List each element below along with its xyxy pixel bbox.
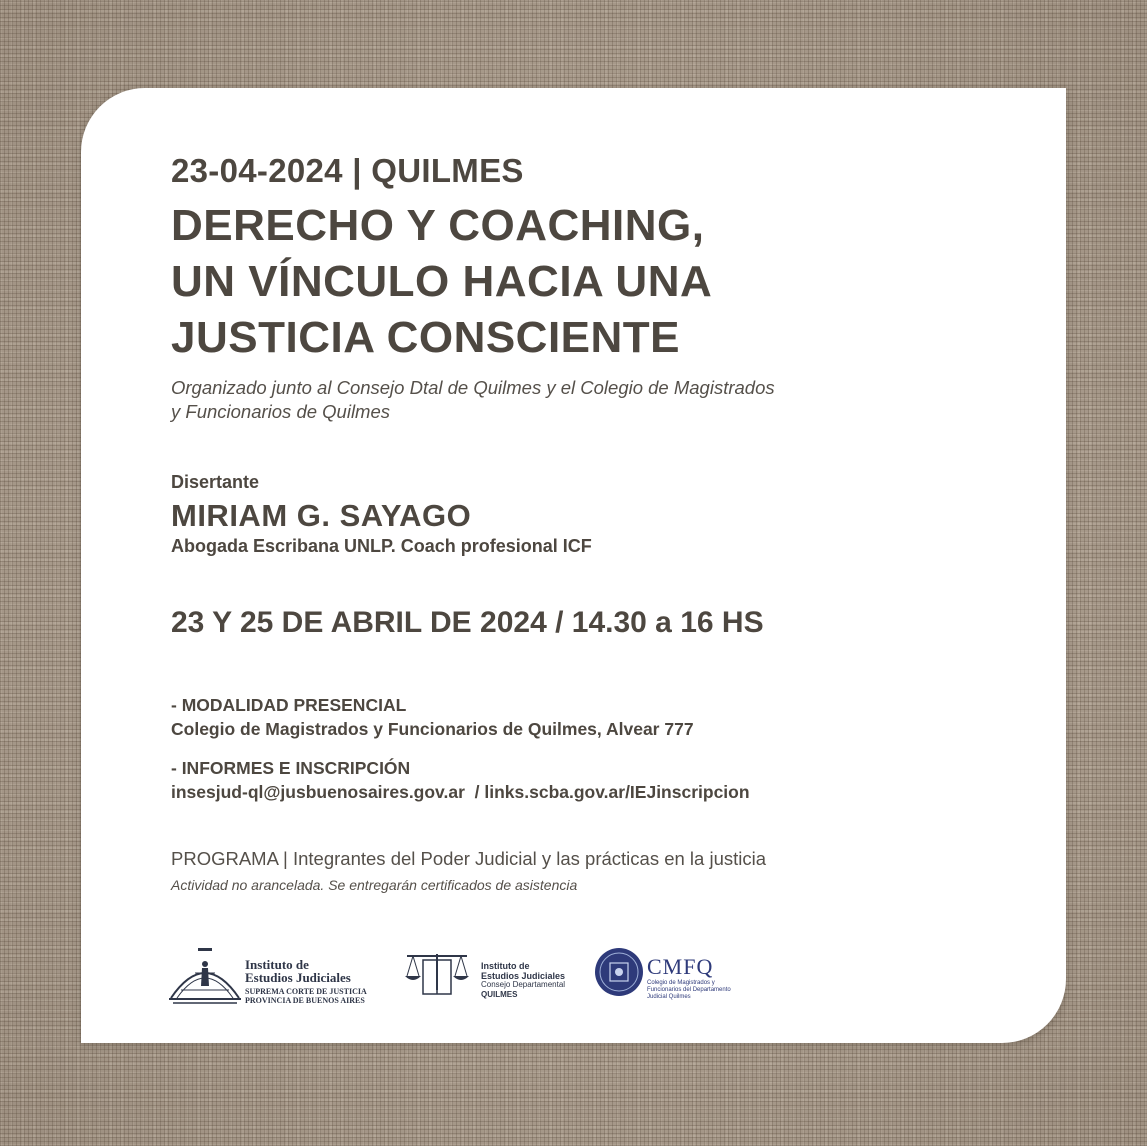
iej-quilmes-logo <box>401 946 581 1016</box>
event-title-line: JUSTICIA CONSCIENTE <box>171 313 681 362</box>
cmfq-logo-line: Judicial Quilmes <box>647 994 691 1000</box>
event-schedule: 23 Y 25 DE ABRIL DE 2024 / 14.30 a 16 HS <box>171 606 764 639</box>
speaker-label: Disertante <box>171 472 260 492</box>
scales-of-justice-icon <box>401 946 473 1006</box>
iej-quilmes-logo-line: Instituto de <box>481 961 530 971</box>
organizers-line: y Funcionarios de Quilmes <box>171 401 391 422</box>
iej-quilmes-logo-line: Estudios Judiciales <box>481 971 566 981</box>
sponsor-logos <box>171 946 971 1016</box>
info-email-link[interactable]: insesjud-ql@jusbuenosaires.gov.ar <box>171 782 465 802</box>
cmfq-logo-line: Funcionarios del Departamento <box>647 987 731 993</box>
speaker-name: MIRIAM G. SAYAGO <box>171 498 472 533</box>
event-dateline: 23-04-2024 | QUILMES <box>171 152 524 189</box>
flyer-card <box>81 88 1066 1043</box>
organizers-line: Organizado junto al Consejo Dtal de Quilmes y el Colegio de Magistrados <box>171 377 775 398</box>
organizers-note <box>171 376 951 424</box>
iej-logo-sub <box>245 987 367 1005</box>
cmfq-acronym: CMFQ <box>647 954 714 979</box>
iej-logo <box>167 946 367 1016</box>
info-contacts <box>171 782 750 803</box>
info-registration-link[interactable]: links.scba.gov.ar/IEJinscripcion <box>484 782 750 802</box>
iej-logo-line: Instituto de <box>245 957 309 972</box>
info-separator: / <box>464 782 485 802</box>
event-title-line: UN VÍNCULO HACIA UNA <box>171 257 713 306</box>
iej-quilmes-logo-name <box>481 961 565 981</box>
iej-emblem-icon <box>167 946 243 1006</box>
event-title-line: DERECHO Y COACHING, <box>171 201 705 250</box>
event-title <box>171 198 991 366</box>
info-title: - INFORMES E INSCRIPCIÓN <box>171 758 411 778</box>
fee-note: Actividad no arancelada. Se entregarán certificados de asistencia <box>171 877 578 893</box>
program-line: PROGRAMA | Integrantes del Poder Judicial y las prácticas en la justicia <box>171 848 767 869</box>
modality-title: - MODALIDAD PRESENCIAL <box>171 695 407 715</box>
iej-logo-name <box>245 958 351 984</box>
iej-logo-line: Estudios Judiciales <box>245 970 351 985</box>
speaker-role: Abogada Escribana UNLP. Coach profesional ICF <box>171 536 592 556</box>
iej-quilmes-logo-place: QUILMES <box>481 990 518 999</box>
iej-logo-line: PROVINCIA DE BUENOS AIRES <box>245 996 365 1005</box>
iej-logo-line: SUPREMA CORTE DE JUSTICIA <box>245 987 367 996</box>
cmfq-logo-line: Colegio de Magistrados y <box>647 980 715 986</box>
cmfq-logo-sub <box>647 980 747 1001</box>
iej-quilmes-logo-sub: Consejo Departamental <box>481 980 566 989</box>
modality-address: Colegio de Magistrados y Funcionarios de Quilmes, Alvear 777 <box>171 719 694 739</box>
cmfq-seal-icon <box>593 946 645 998</box>
cmfq-logo <box>593 946 743 1016</box>
